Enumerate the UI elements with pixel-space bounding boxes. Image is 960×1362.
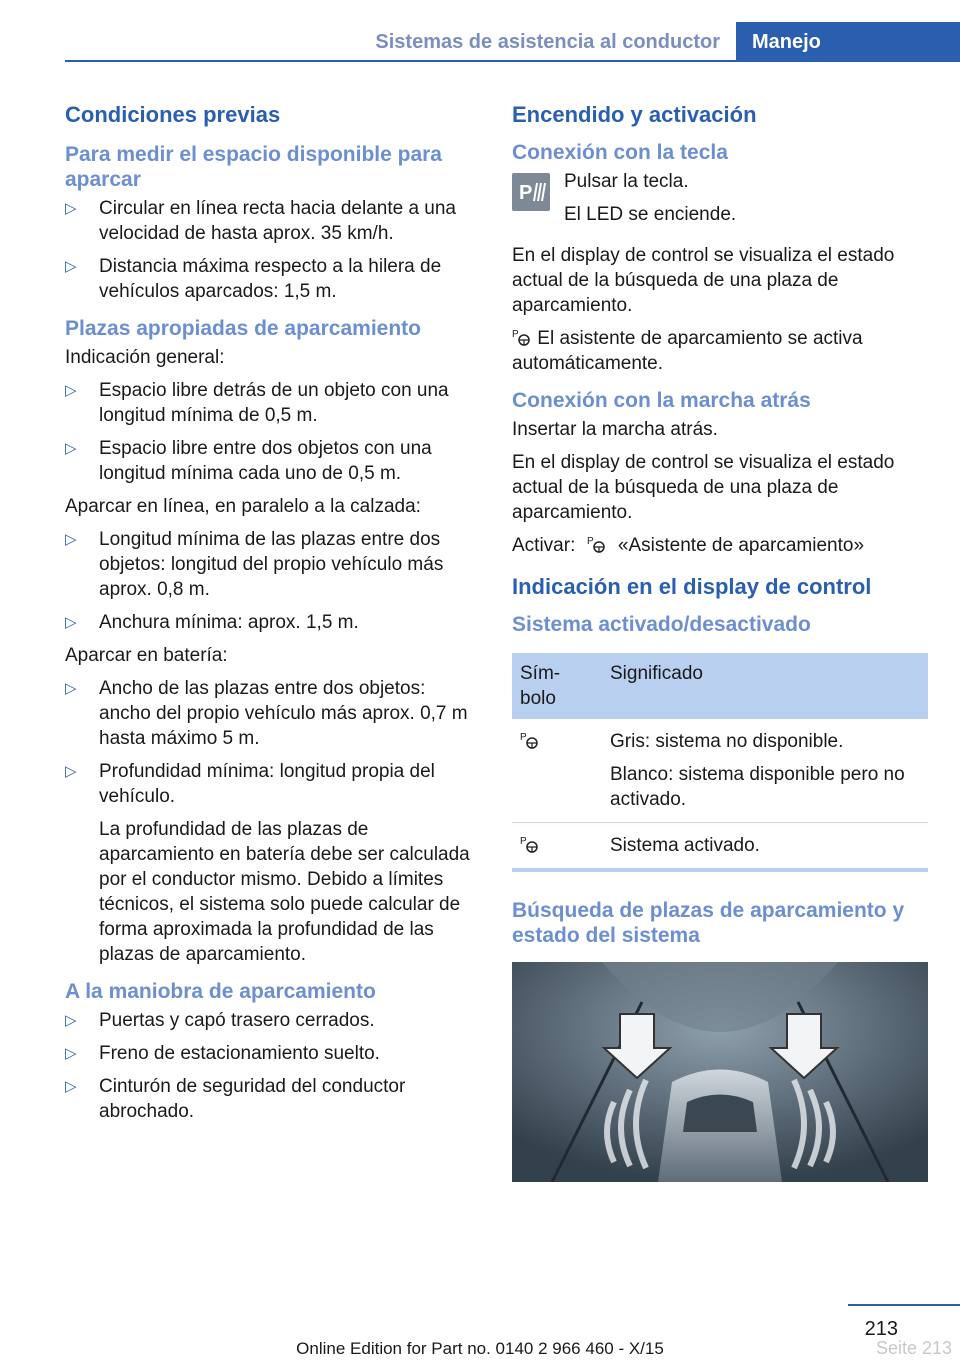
- parallel-list: [65, 527, 480, 635]
- display-status-text: En el display de control se visualiza el estado actual de la búsqueda de una plaza de aparcamiento.: [512, 245, 895, 316]
- page-number: 213: [864, 1318, 898, 1340]
- list-item: ▷ Ancho de las plazas entre dos objetos: ancho del propio vehículo más aprox. 0,7 m hasta máximo 5 m.: [65, 678, 468, 749]
- svg-text:P: P: [512, 329, 519, 340]
- footer-edition: Online Edition for Part no. 0140 2 966 460 - X/15: [296, 1339, 664, 1358]
- heading-search-status: Búsqueda de plazas de aparcamiento y estado del sistema: [512, 899, 905, 947]
- bullet-triangle-icon: ▷: [65, 531, 77, 548]
- park-assist-active-icon: [520, 834, 540, 854]
- battery-label: Aparcar en batería:: [65, 645, 228, 666]
- key-instruction: [512, 169, 928, 227]
- led-text: El LED se enciende.: [564, 204, 737, 225]
- status-white-text: Blanco: sistema disponible pero no activado.: [610, 764, 905, 810]
- header-chapter-tab: Manejo: [736, 22, 960, 62]
- auto-activate-text: P El asistente de aparcamiento se activa automáticamente.: [512, 328, 863, 374]
- status-active-text: Sistema activado.: [602, 823, 928, 871]
- park-assist-key-icon: [512, 173, 550, 211]
- table-header-row: [512, 653, 928, 719]
- heading-measure-space: Para medir el espacio disponible para aparcar: [65, 143, 442, 191]
- engage-reverse-text: Insertar la marcha atrás.: [512, 419, 718, 440]
- list-item: ▷ Anchura mínima: aprox. 1,5 m.: [65, 612, 359, 633]
- press-key-text: Pulsar la tecla.: [564, 171, 689, 192]
- watermark: Seite 213: [875, 1338, 952, 1358]
- right-column: [512, 100, 928, 1182]
- heading-parking-maneuver: A la maniobra de aparcamiento: [65, 980, 376, 1003]
- left-column: [65, 100, 480, 1132]
- bullet-triangle-icon: ▷: [65, 440, 77, 457]
- list-item: ▷ Espacio libre entre dos objetos con una longitud mínima cada uno de 0,5 m.: [65, 438, 432, 484]
- table-row: [512, 823, 928, 871]
- battery-depth-note: La profundidad de las plazas de aparcamiento en batería debe ser calculada por el conductor mismo. Debido a límites técnicos, el sistema solo puede calcular de forma aproximada la profundidad de las plazas de aparcamiento.: [99, 819, 470, 965]
- heading-suitable-spaces: Plazas apropiadas de aparcamiento: [65, 317, 421, 340]
- bullet-triangle-icon: ▷: [65, 382, 77, 399]
- activate-line: Activar: P «Asistente de aparcamiento»: [512, 535, 865, 556]
- list-item: ▷ Puertas y capó trasero cerrados.: [65, 1010, 375, 1031]
- status-gray-text: Gris: sistema no disponible.: [610, 731, 844, 752]
- measure-list: [65, 196, 480, 304]
- footer-rule: [848, 1304, 960, 1306]
- heading-reverse-activation: Conexión con la marcha atrás: [512, 389, 811, 412]
- column-header-symbol: Sím-bolo: [512, 653, 602, 719]
- heading-conditions: Condiciones previas: [65, 102, 281, 127]
- heading-button-activation: Conexión con la tecla: [512, 141, 728, 164]
- bullet-triangle-icon: ▷: [65, 614, 77, 631]
- bullet-triangle-icon: ▷: [65, 680, 77, 697]
- list-item: ▷ Cinturón de seguridad del conductor abrochado.: [65, 1076, 406, 1122]
- display-status-text-2: En el display de control se visualiza el estado actual de la búsqueda de una plaza de aparcamiento.: [512, 452, 895, 523]
- svg-text:P: P: [520, 836, 527, 847]
- svg-text:P: P: [519, 182, 533, 204]
- bullet-triangle-icon: ▷: [65, 1012, 77, 1029]
- list-item: ▷ Circular en línea recta hacia delante a una velocidad de hasta aprox. 35 km/h.: [65, 198, 457, 244]
- list-item: ▷ Freno de estacionamiento suelto.: [65, 1043, 380, 1064]
- bullet-triangle-icon: ▷: [65, 1078, 77, 1095]
- heading-switch-on: Encendido y activación: [512, 102, 757, 127]
- table-row: [512, 719, 928, 823]
- header-section-title: Sistemas de asistencia al conductor: [375, 31, 720, 53]
- heading-control-display: Indicación en el display de control: [512, 574, 872, 599]
- park-assist-symbol-icon: [520, 730, 540, 750]
- general-note-label: Indicación general:: [65, 347, 225, 368]
- bullet-triangle-icon: ▷: [65, 763, 77, 780]
- bullet-triangle-icon: ▷: [65, 258, 77, 275]
- maneuver-list: [65, 1008, 480, 1124]
- parallel-label: Aparcar en línea, en paralelo a la calzada:: [65, 496, 421, 517]
- general-list: [65, 378, 480, 486]
- symbol-table: [512, 653, 928, 872]
- list-item: ▷ Longitud mínima de las plazas entre dos objetos: longitud del propio vehículo más aprox. 0,8 m.: [65, 529, 444, 600]
- battery-list: [65, 676, 480, 967]
- column-header-meaning: Significado: [602, 653, 928, 719]
- svg-text:P: P: [586, 536, 594, 547]
- parking-search-illustration: [512, 962, 928, 1182]
- list-item: ▷ Profundidad mínima: longitud propia del vehículo. La profundidad de las plazas de aparcamiento en batería debe ser calculada por el conductor mismo. Debido a límites técnicos, el sistema solo puede calcular de forma aproximada la profundidad de las plazas de aparcamiento.: [65, 759, 480, 967]
- bullet-triangle-icon: ▷: [65, 200, 77, 217]
- heading-system-status: Sistema activado/desactivado: [512, 613, 811, 636]
- list-item: ▷ Espacio libre detrás de un objeto con una longitud mínima de 0,5 m.: [65, 380, 449, 426]
- park-assist-symbol-icon: [512, 327, 532, 347]
- bullet-triangle-icon: ▷: [65, 1045, 77, 1062]
- svg-text:P: P: [520, 732, 527, 743]
- list-item: ▷ Distancia máxima respecto a la hilera de vehículos aparcados: 1,5 m.: [65, 256, 442, 302]
- park-assist-symbol-icon: [587, 534, 607, 554]
